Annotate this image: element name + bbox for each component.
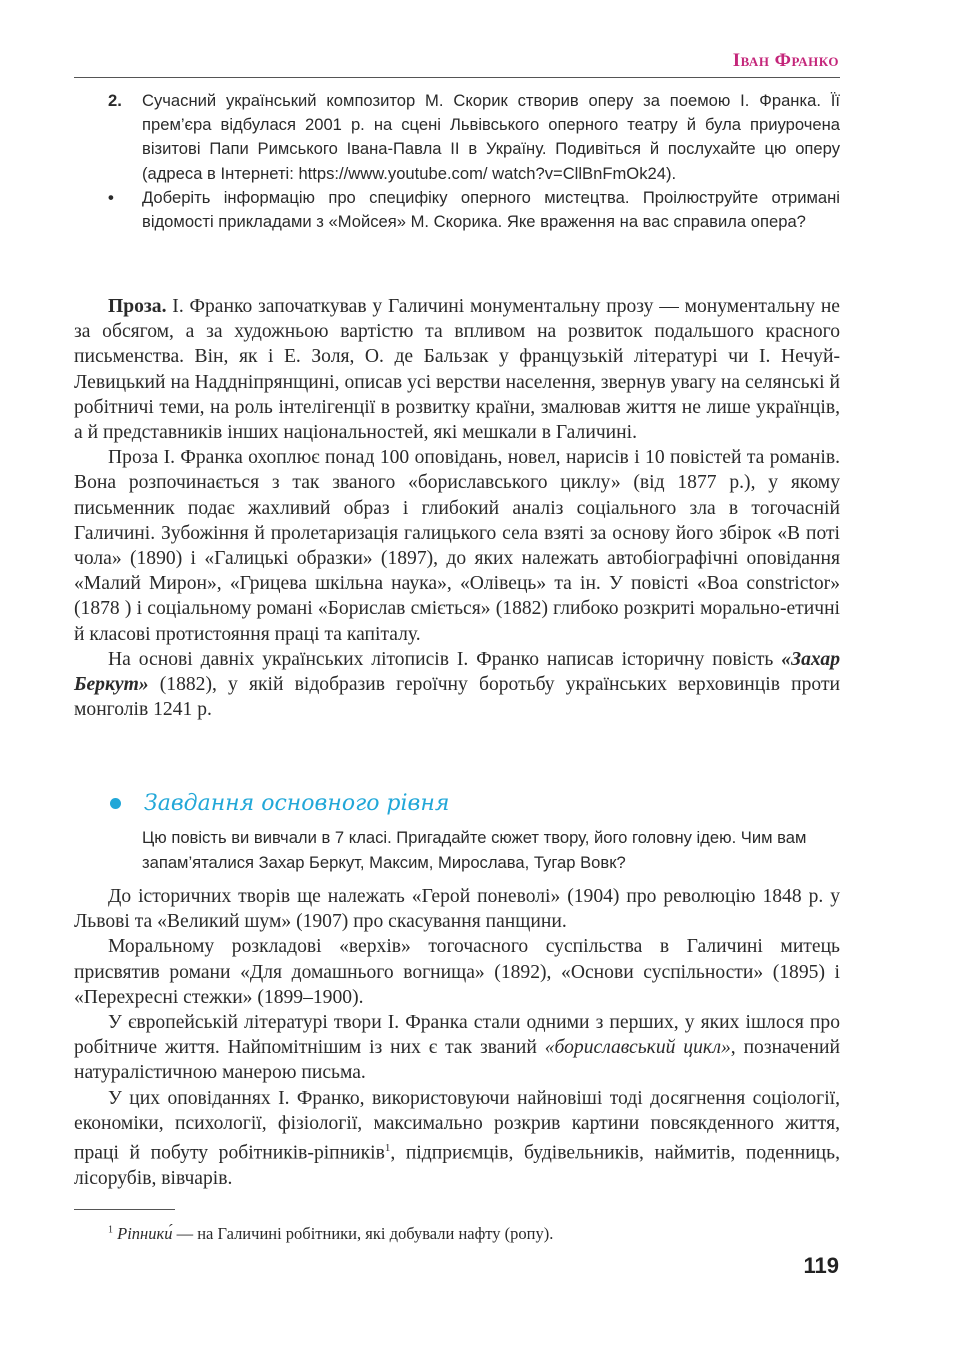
- task-item: [74, 186, 840, 234]
- footnote-rule: [74, 1209, 175, 1210]
- basic-task-title: Завдання основного рівня: [144, 790, 450, 816]
- bullet-icon: [110, 798, 121, 809]
- header-rule: [74, 77, 840, 78]
- basic-task-text: Цю повість ви вивчали в 7 класі. Пригадайте сюжет твору, його головну ідею. Чим вам запам’яталися Захар Беркут, Максим, Мирослава, Тугар Вовк?: [142, 828, 807, 872]
- footnote-term: Ріпники́: [117, 1224, 173, 1243]
- footnote-text: — на Галичині робітники, які добували нафту (ропу).: [172, 1224, 554, 1243]
- paragraph: На основі давніх українських літописів І. Франко написав історичну повість «Захар Беркут» (1882), у якій відобразив героїчну боротьбу українських верховинців проти монголів 1241 р.: [74, 648, 840, 721]
- paragraph: У цих оповіданнях І. Франко, використовуючи найновіші тоді досягнення соціології, економіки, психології, фізіології, максимально розкрив картини повсякденного життя, праці й побуту робітників-ріпників$^1$, підприємців, будівельників, наймитів, поденниць, лісорубів, вівчарів.: [74, 1087, 840, 1189]
- task-list: [74, 89, 840, 234]
- run-in-heading: Проза.: [108, 296, 167, 317]
- basic-task-box: [74, 788, 840, 875]
- paragraph: Моральному розкладові «верхів» тогочасного суспільства в Галичині митець присвятив романи «Для домашнього вогнища» (1892), «Основи суспільности» (1895) і «Перехресні стежки» (1899–1900).: [74, 936, 840, 1008]
- task-text: Доберіть інформацію про специфіку оперного мистецтва. Проілюструйте отримані відомості прикладами з «Мойсея» М. Скорика. Яке враження на вас справила опера?: [142, 187, 840, 232]
- task-number: 2.: [108, 91, 122, 110]
- prose-section: [74, 294, 840, 722]
- paragraph: Проза І. Франка охоплює понад 100 оповідань, новел, нарисів і 10 повістей та романів. Вона розпочинається з так званого «бориславського циклу» (від 1877 р.), у якому письменник подає жахливий образ і глибокий аналіз соціального зла в тогочасній Галичині. Зубожіння й пролетаризація галицького села взяті за основу його збірок «В поті чола» (1890) і «Галицькі образки» (1897), до яких належать автобіографічні оповідання «Малий Мирон», «Грицева шкільна наука», «Олівець» та ін. У повісті «Boa constrictor» (1878 ) і соціальному романі «Борислав сміється» (1882) глибоко розкриті морально-етичні й класові протистояння праці та капіталу.: [74, 447, 840, 645]
- paragraph: У європейській літературі твори І. Франка стали одними з перших, у яких ішлося про робітниче життя. Найпомітнішим із них є так званий «бориславський цикл», позначений натуралістичною манерою письма.: [74, 1012, 841, 1084]
- task-text: Сучасний український композитор М. Скорик створив оперу за поемою І. Франка. Її прем’єра відбулася 2001 р. на сцені Львівського оперного театру й була приурочена візитові Папи Римського Івана-Павла ІІ в Україну. Подивіться й послухайте цю оперу (адреса в Інтернеті: https://www.youtube.com/ watch?v=CllBnFmOk24).: [142, 91, 840, 183]
- task-bullet: •: [108, 187, 114, 207]
- footnote-reference[interactable]: 1: [384, 1142, 391, 1155]
- work-title: «Захар Беркут»: [74, 648, 840, 696]
- prose-section: [74, 884, 840, 1191]
- running-head-title: Іван Франко: [732, 50, 839, 71]
- cycle-title: «бориславський цикл»: [544, 1037, 731, 1059]
- task-item: [74, 89, 840, 186]
- page-number: 119: [803, 1253, 839, 1278]
- paragraph: До історичних творів ще належать «Герой поневолі» (1904) про революцію 1848 р. у Львові та «Великий шум» (1907) про скасування панщини.: [74, 886, 840, 933]
- paragraph: Проза. І. Франко започаткував у Галичині монументальну прозу — монументальну не за обсягом, а за художньою вартістю та впливом на розвиток подальшого красного письменства. Він, як і Е. Золя, О. де Бальзак у французькій літературі чи І. Нечуй-Левицький на Наддніпрянщині, описав усі верстви населення, звернув увагу на селянські й робітничі теми, на роль інтелігенції в розвитку країни, змалював життя не лише українців, а й представників інших національностей, які мешкали в Галичині.: [74, 296, 840, 444]
- footnote: [108, 1224, 553, 1244]
- footnote-mark: 1: [108, 1224, 113, 1236]
